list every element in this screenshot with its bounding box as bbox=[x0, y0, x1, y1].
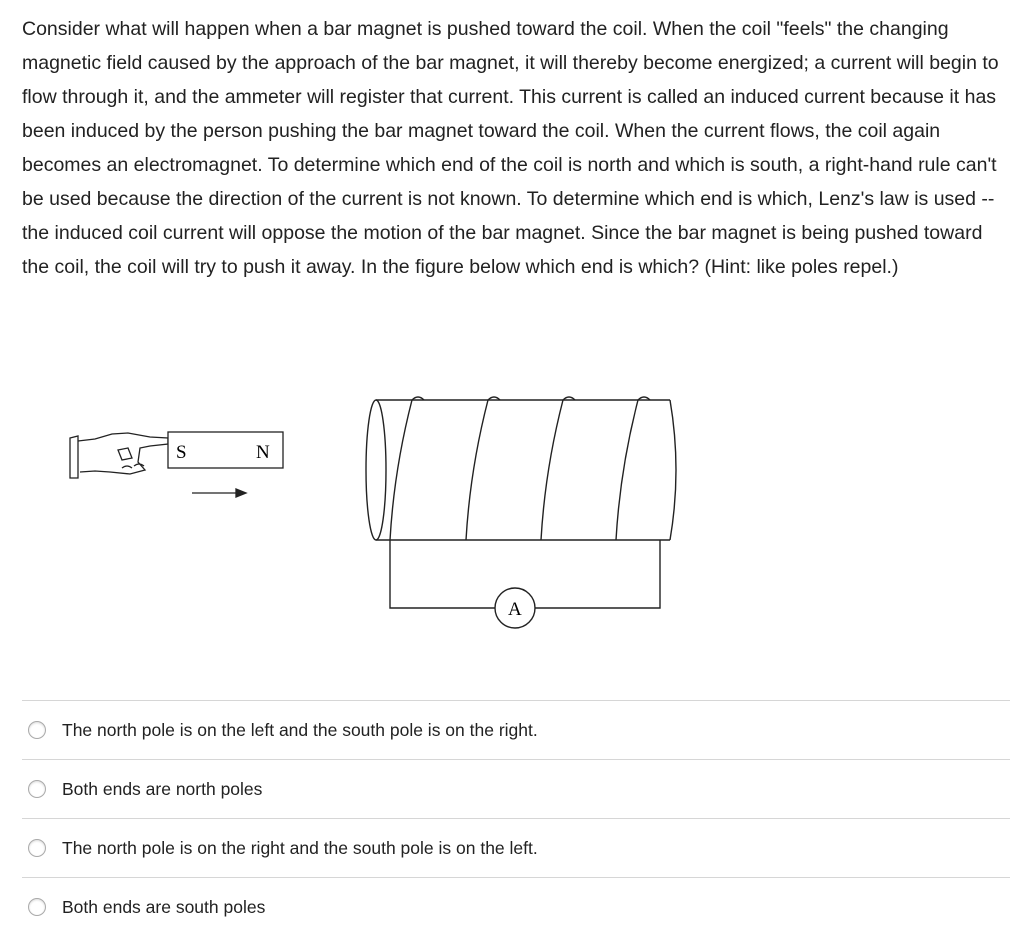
radio-button[interactable] bbox=[28, 839, 46, 857]
answer-option[interactable] bbox=[22, 700, 1010, 759]
radio-button[interactable] bbox=[28, 898, 46, 916]
magnet-north-label: N bbox=[256, 442, 270, 463]
arrow-right-icon bbox=[192, 489, 246, 497]
answer-option[interactable] bbox=[22, 877, 1010, 936]
option-label: Both ends are north poles bbox=[62, 778, 263, 799]
option-label: Both ends are south poles bbox=[62, 896, 266, 917]
answer-options bbox=[22, 700, 1010, 936]
magnet-south-label: S bbox=[176, 442, 187, 463]
answer-option[interactable] bbox=[22, 759, 1010, 818]
coil bbox=[366, 397, 676, 540]
option-label: The north pole is on the right and the south pole is on the left. bbox=[62, 837, 538, 858]
radio-button[interactable] bbox=[28, 721, 46, 739]
hand-icon bbox=[70, 433, 168, 478]
option-label: The north pole is on the left and the south pole is on the right. bbox=[62, 719, 538, 740]
radio-button[interactable] bbox=[28, 780, 46, 798]
answer-option[interactable] bbox=[22, 818, 1010, 877]
figure-magnet-coil bbox=[0, 380, 720, 640]
question-text: Consider what will happen when a bar magnet is pushed toward the coil. When the coil "feels" the changing magnetic field caused by the approach of the bar magnet, it will thereby become energized; a current will begin to flow through it, and the ammeter will register that current. This current is called an induced current because it has been induced by the person pushing the bar magnet toward the coil. When the current flows, the coil again becomes an electromagnet. To determine which end of the coil is north and which is south, a right-hand rule can't be used because the direction of the current is not known. To determine which end is which, Lenz's law is used -- the induced coil current will oppose the motion of the bar magnet. Since the bar magnet is being pushed toward the coil, the coil will try to push it away. In the figure below which end is which? (Hint: like poles repel.) bbox=[22, 18, 999, 278]
ammeter-label: A bbox=[508, 599, 522, 620]
